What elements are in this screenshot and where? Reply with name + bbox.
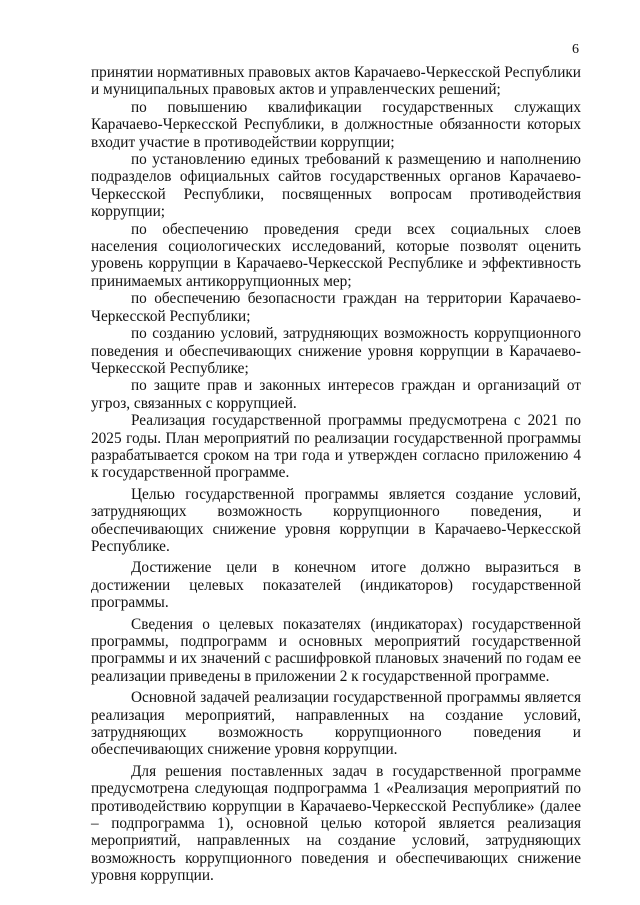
paragraph-6: по созданию условий, затрудняющих возможность коррупционного поведения и обеспечивающих снижение уровня коррупции в Карачаево-Черкесской Республике; <box>91 325 581 377</box>
paragraph-2: по повышению квалификации государственных служащих Карачаево-Черкесской Республики, в должностные обязанности которых входит участие в противодействии коррупции; <box>91 98 581 151</box>
paragraph-13: Для решения поставленных задач в государственной программе предусмотрена следующая подпрограмма 1 «Реализация мероприятий по противодействию коррупции в Карачаево-Черкесской Республике» (далее – подпрограмма 1), основной целью которой является реализация мероприятий, направленных на создание условий, затрудняющих возможность коррупционного поведения и обеспечивающих снижение уровня коррупции. <box>91 762 581 885</box>
paragraph-7: по защите прав и законных интересов граждан и организаций от угроз, связанных с коррупцией. <box>91 377 581 412</box>
paragraph-9: Целью государственной программы является создание условий, затрудняющих возможность коррупционного поведения, и обеспечивающих снижение уровня коррупции в Карачаево-Черкесской Республике. <box>91 485 581 555</box>
paragraph-3: по установлению единых требований к размещению и наполнению подразделов официальных сайтов государственных органов Карачаево-Черкесской Республики, посвященных вопросам противодействия коррупции; <box>91 151 581 221</box>
paragraph-5: по обеспечению безопасности граждан на территории Карачаево-Черкесской Республики; <box>91 290 581 325</box>
paragraph-12: Основной задачей реализации государственной программы является реализация мероприятий, направленных на создание условий, затрудняющих возможность коррупционного поведения и обеспечивающих снижение уровня коррупции. <box>91 689 581 759</box>
paragraph-4: по обеспечению проведения среди всех социальных слоев населения социологических исследований, которые позволят оценить уровень коррупции в Карачаево-Черкесской Республике и эффективность принимаемых антикоррупционных мер; <box>91 220 581 290</box>
paragraph-10: Достижение цели в конечном итоге должно выразиться в достижении целевых показателей (индикаторов) государственной программы. <box>91 559 581 612</box>
document-body <box>91 64 581 885</box>
page-number: 6 <box>572 42 579 57</box>
paragraph-8: Реализация государственной программы предусмотрена с 2021 по 2025 годы. План мероприятий по реализации государственной программы разрабатывается сроком на три года и утвержден согласно приложению 4 к государственной программе. <box>91 412 581 482</box>
paragraph-1: принятии нормативных правовых актов Карачаево-Черкесской Республики и муниципальных правовых актов и управленческих решений; <box>91 64 581 99</box>
paragraph-11: Сведения о целевых показателях (индикаторах) государственной программы, подпрограмм и основных мероприятий государственной программы и их значений с расшифровкой плановых значений по годам ее реализации приведены в приложении 2 к государственной программе. <box>91 615 581 685</box>
